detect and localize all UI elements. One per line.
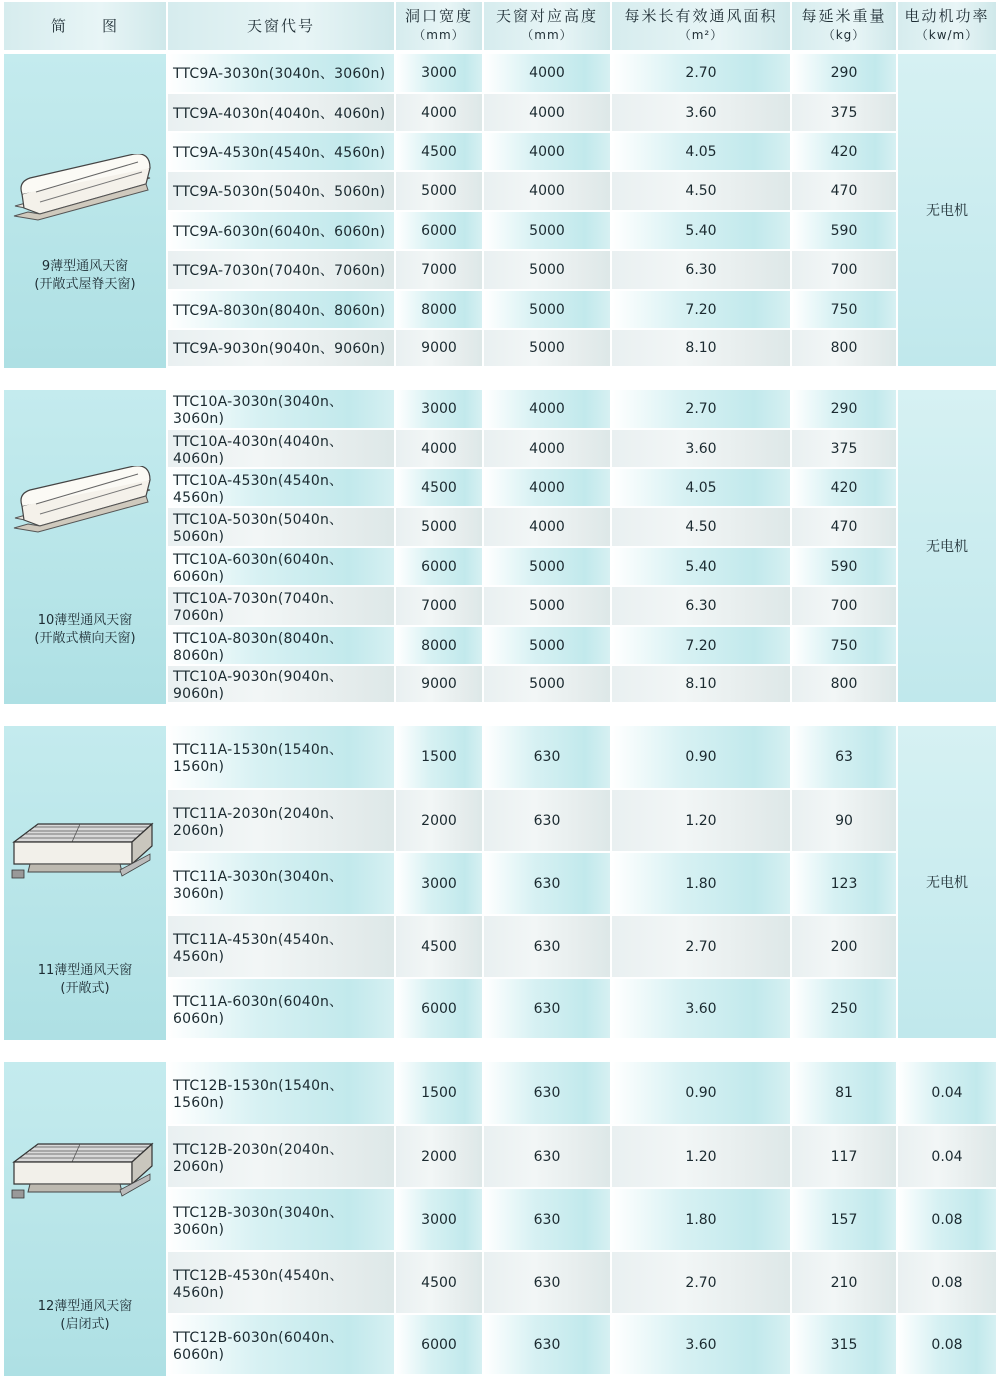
header-width: 洞口宽度 （mm） (396, 2, 482, 50)
power-cell: 0.08 (898, 1189, 996, 1250)
height-cell: 630 (484, 790, 610, 851)
header-area: 每米长有效通风面积 （m²） (612, 2, 790, 50)
area-cell: 6.30 (612, 587, 790, 625)
width-cell: 9000 (396, 666, 482, 702)
width-cell: 4000 (396, 94, 482, 131)
code-cell: TTC12B-3030n(3040n、3060n) (168, 1189, 394, 1250)
power-cell: 0.04 (898, 1062, 996, 1124)
code-cell: TTC9A-3030n(3040n、3060n) (168, 54, 394, 92)
weight-cell: 210 (792, 1252, 896, 1313)
code-cell: TTC9A-4030n(4040n、4060n) (168, 94, 394, 131)
table-row (0, 1315, 1000, 1376)
width-cell: 3000 (396, 1189, 482, 1250)
weight-cell: 420 (792, 469, 896, 506)
height-cell: 4000 (484, 469, 610, 506)
weight-cell: 123 (792, 853, 896, 914)
area-cell: 1.20 (612, 1126, 790, 1187)
height-cell: 5000 (484, 212, 610, 249)
width-cell: 8000 (396, 291, 482, 328)
area-cell: 8.10 (612, 666, 790, 702)
weight-cell: 290 (792, 390, 896, 428)
motor-cell: 无电机 (898, 726, 996, 1038)
width-cell: 6000 (396, 212, 482, 249)
code-cell: TTC10A-4530n(4540n、4560n) (168, 469, 394, 506)
code-cell: TTC10A-7030n(7040n、7060n) (168, 587, 394, 625)
width-cell: 5000 (396, 172, 482, 210)
height-cell: 630 (484, 1062, 610, 1124)
table-row (0, 666, 1000, 704)
area-cell: 2.70 (612, 916, 790, 977)
height-cell: 5000 (484, 627, 610, 664)
code-cell: TTC10A-8030n(8040n、8060n) (168, 627, 394, 664)
table-row (0, 133, 1000, 172)
height-cell: 5000 (484, 291, 610, 328)
header-power: 电动机功率 （kw/m） (898, 2, 996, 50)
table-row (0, 172, 1000, 212)
section-11 (0, 726, 1000, 1040)
area-cell: 1.80 (612, 853, 790, 914)
width-cell: 5000 (396, 508, 482, 546)
area-cell: 8.10 (612, 330, 790, 366)
height-cell: 630 (484, 916, 610, 977)
table-row (0, 548, 1000, 587)
area-cell: 2.70 (612, 1252, 790, 1313)
code-cell: TTC11A-6030n(6040n、6060n) (168, 979, 394, 1038)
weight-cell: 117 (792, 1126, 896, 1187)
table-row (0, 627, 1000, 666)
width-cell: 6000 (396, 979, 482, 1038)
table-row (0, 291, 1000, 330)
weight-cell: 90 (792, 790, 896, 851)
weight-cell: 81 (792, 1062, 896, 1124)
height-cell: 4000 (484, 94, 610, 131)
weight-cell: 375 (792, 430, 896, 467)
table-row (0, 1252, 1000, 1315)
height-cell: 4000 (484, 430, 610, 467)
table-row (0, 508, 1000, 548)
area-cell: 4.05 (612, 133, 790, 170)
header-code: 天窗代号 (168, 2, 394, 50)
weight-cell: 700 (792, 587, 896, 625)
table-row (0, 853, 1000, 916)
table-row (0, 726, 1000, 790)
width-cell: 6000 (396, 1315, 482, 1374)
code-cell: TTC10A-3030n(3040n、3060n) (168, 390, 394, 428)
weight-cell: 250 (792, 979, 896, 1038)
code-cell: TTC12B-4530n(4540n、4560n) (168, 1252, 394, 1313)
section-10 (0, 390, 1000, 704)
area-cell: 3.60 (612, 1315, 790, 1374)
area-cell: 1.20 (612, 790, 790, 851)
weight-cell: 290 (792, 54, 896, 92)
table-row (0, 1189, 1000, 1252)
height-cell: 630 (484, 726, 610, 788)
code-cell: TTC9A-9030n(9040n、9060n) (168, 330, 394, 366)
height-cell: 630 (484, 1252, 610, 1313)
header-diagram: 简 图 (4, 2, 166, 50)
table-row (0, 587, 1000, 627)
code-cell: TTC10A-9030n(9040n、9060n) (168, 666, 394, 702)
width-cell: 9000 (396, 330, 482, 366)
code-cell: TTC9A-4530n(4540n、4560n) (168, 133, 394, 170)
table-header (0, 0, 1000, 52)
area-cell: 2.70 (612, 54, 790, 92)
weight-cell: 420 (792, 133, 896, 170)
weight-cell: 750 (792, 627, 896, 664)
width-cell: 1500 (396, 726, 482, 788)
width-cell: 4500 (396, 469, 482, 506)
table-row (0, 390, 1000, 430)
table-row (0, 1126, 1000, 1189)
area-cell: 1.80 (612, 1189, 790, 1250)
width-cell: 6000 (396, 548, 482, 585)
width-cell: 7000 (396, 251, 482, 289)
area-cell: 7.20 (612, 291, 790, 328)
code-cell: TTC12B-1530n(1540n、1560n) (168, 1062, 394, 1124)
code-cell: TTC9A-6030n(6040n、6060n) (168, 212, 394, 249)
table-row (0, 54, 1000, 94)
code-cell: TTC11A-4530n(4540n、4560n) (168, 916, 394, 977)
width-cell: 1500 (396, 1062, 482, 1124)
weight-cell: 315 (792, 1315, 896, 1374)
motor-cell: 无电机 (898, 54, 996, 366)
code-cell: TTC12B-6030n(6040n、6060n) (168, 1315, 394, 1374)
height-cell: 5000 (484, 587, 610, 625)
section-9 (0, 54, 1000, 368)
width-cell: 4500 (396, 916, 482, 977)
height-cell: 4000 (484, 390, 610, 428)
width-cell: 7000 (396, 587, 482, 625)
width-cell: 3000 (396, 54, 482, 92)
table-row (0, 916, 1000, 979)
area-cell: 0.90 (612, 1062, 790, 1124)
height-cell: 4000 (484, 54, 610, 92)
height-cell: 4000 (484, 133, 610, 170)
weight-cell: 750 (792, 291, 896, 328)
weight-cell: 470 (792, 508, 896, 546)
height-cell: 630 (484, 979, 610, 1038)
table-row (0, 790, 1000, 853)
header-height: 天窗对应高度 （mm） (484, 2, 610, 50)
height-cell: 630 (484, 853, 610, 914)
width-cell: 8000 (396, 627, 482, 664)
power-cell: 0.08 (898, 1315, 996, 1374)
power-cell: 0.04 (898, 1126, 996, 1187)
weight-cell: 157 (792, 1189, 896, 1250)
weight-cell: 800 (792, 330, 896, 366)
code-cell: TTC11A-3030n(3040n、3060n) (168, 853, 394, 914)
table-row (0, 251, 1000, 291)
code-cell: TTC10A-4030n(4040n、4060n) (168, 430, 394, 467)
diagram-caption: 12薄型通风天窗 (启闭式) (37, 1299, 133, 1332)
height-cell: 630 (484, 1315, 610, 1374)
area-cell: 0.90 (612, 726, 790, 788)
code-cell: TTC10A-5030n(5040n、5060n) (168, 508, 394, 546)
width-cell: 4000 (396, 430, 482, 467)
weight-cell: 590 (792, 548, 896, 585)
weight-cell: 470 (792, 172, 896, 210)
weight-cell: 63 (792, 726, 896, 788)
width-cell: 3000 (396, 853, 482, 914)
width-cell: 2000 (396, 1126, 482, 1187)
area-cell: 5.40 (612, 548, 790, 585)
width-cell: 2000 (396, 790, 482, 851)
area-cell: 6.30 (612, 251, 790, 289)
code-cell: TTC11A-2030n(2040n、2060n) (168, 790, 394, 851)
code-cell: TTC12B-2030n(2040n、2060n) (168, 1126, 394, 1187)
weight-cell: 800 (792, 666, 896, 702)
table-row (0, 212, 1000, 251)
table-row (0, 1062, 1000, 1126)
weight-cell: 590 (792, 212, 896, 249)
height-cell: 4000 (484, 172, 610, 210)
area-cell: 4.50 (612, 508, 790, 546)
diagram-caption: 9薄型通风天窗 (开敞式屋脊天窗) (34, 259, 136, 292)
table-row (0, 979, 1000, 1040)
code-cell: TTC11A-1530n(1540n、1560n) (168, 726, 394, 788)
area-cell: 7.20 (612, 627, 790, 664)
width-cell: 4500 (396, 133, 482, 170)
area-cell: 3.60 (612, 979, 790, 1038)
area-cell: 2.70 (612, 390, 790, 428)
table-row (0, 330, 1000, 368)
weight-cell: 200 (792, 916, 896, 977)
diagram-caption: 11薄型通风天窗 (开敞式) (37, 963, 133, 996)
height-cell: 5000 (484, 251, 610, 289)
width-cell: 3000 (396, 390, 482, 428)
motor-cell: 无电机 (898, 390, 996, 702)
weight-cell: 375 (792, 94, 896, 131)
area-cell: 3.60 (612, 94, 790, 131)
height-cell: 5000 (484, 666, 610, 702)
height-cell: 630 (484, 1189, 610, 1250)
power-cell: 0.08 (898, 1252, 996, 1313)
height-cell: 4000 (484, 508, 610, 546)
table-row (0, 430, 1000, 469)
code-cell: TTC9A-7030n(7040n、7060n) (168, 251, 394, 289)
table-row (0, 469, 1000, 508)
area-cell: 3.60 (612, 430, 790, 467)
section-12 (0, 1062, 1000, 1376)
height-cell: 5000 (484, 548, 610, 585)
code-cell: TTC10A-6030n(6040n、6060n) (168, 548, 394, 585)
code-cell: TTC9A-8030n(8040n、8060n) (168, 291, 394, 328)
width-cell: 4500 (396, 1252, 482, 1313)
weight-cell: 700 (792, 251, 896, 289)
area-cell: 4.05 (612, 469, 790, 506)
diagram-caption: 10薄型通风天窗 (开敞式横向天窗) (34, 613, 136, 646)
area-cell: 5.40 (612, 212, 790, 249)
height-cell: 5000 (484, 330, 610, 366)
height-cell: 630 (484, 1126, 610, 1187)
code-cell: TTC9A-5030n(5040n、5060n) (168, 172, 394, 210)
header-weight: 每延米重量 （kg） (792, 2, 896, 50)
area-cell: 4.50 (612, 172, 790, 210)
table-row (0, 94, 1000, 133)
